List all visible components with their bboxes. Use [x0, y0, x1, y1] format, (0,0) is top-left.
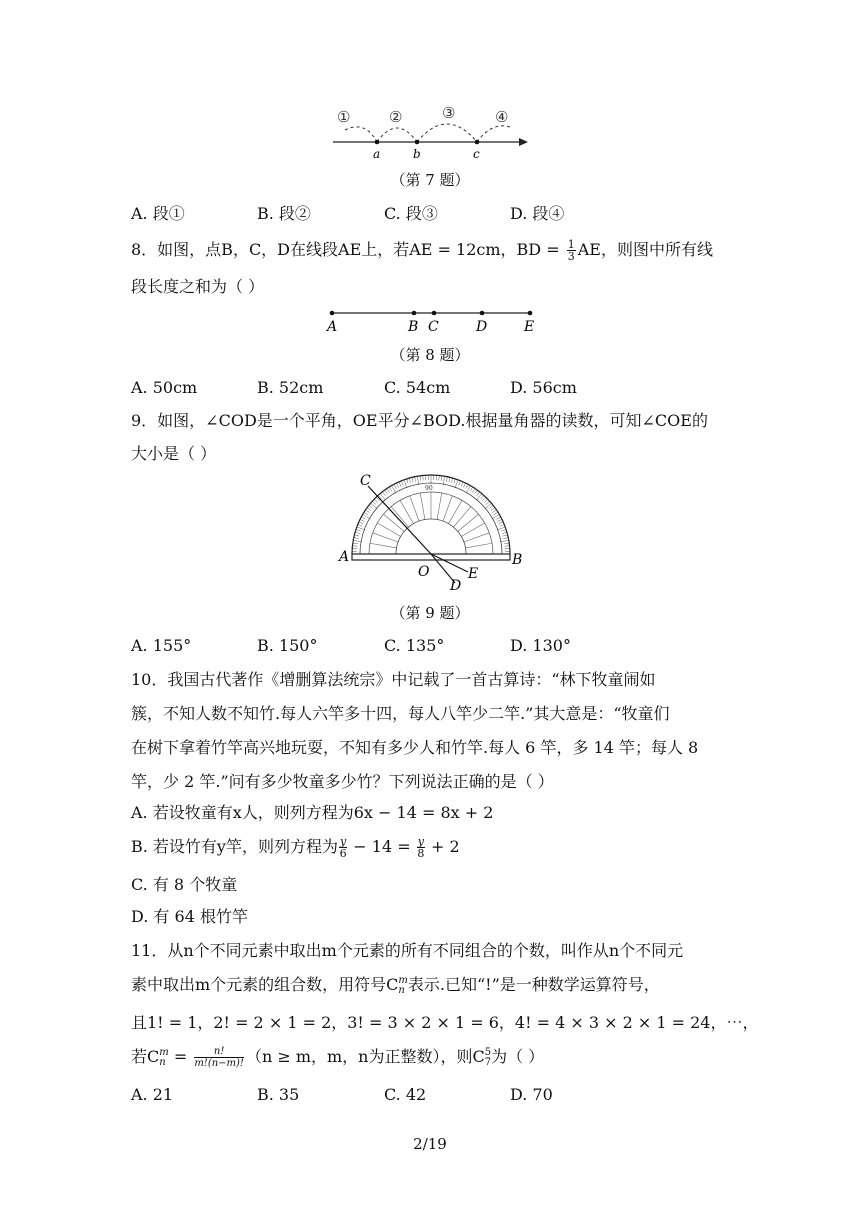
q9-option-b: B. 150°	[257, 636, 318, 655]
q10-option-b	[131, 836, 460, 859]
q11-line4-pre: 若C	[131, 1047, 160, 1066]
q10-optb-frac1-num: y	[339, 835, 347, 848]
q11-line4-num: n!	[194, 1046, 244, 1058]
q11-line4-mid: （n ≥ m，m，n为正整数），则C	[245, 1047, 485, 1066]
q8-option-a: A. 50cm	[131, 378, 198, 397]
q11-stem-line4	[131, 1046, 544, 1069]
q7-point-b: b	[413, 147, 421, 161]
q10-optb-frac2-num: y	[417, 835, 424, 848]
q11-option-b: B. 35	[257, 1085, 300, 1104]
q10-stem-line2: 簇，不知人数不知竹.每人六竿多十四，每人八竿少二竿.”其大意是：“牧童们	[131, 704, 670, 723]
q8-stem-line1	[131, 239, 713, 262]
q7-option-a: A. 段①	[131, 204, 185, 223]
q8-frac-num: 1	[567, 238, 575, 251]
q11-line4-sup: m	[159, 1046, 169, 1058]
q10-optb-text: B. 若设竹有y竿，则列方程为	[131, 837, 338, 856]
q9-option-c: C. 135°	[384, 636, 445, 655]
q10-stem-line1: 10．我国古代著作《增删算法统宗》中记载了一首古算诗：“林下牧童闹如	[131, 670, 656, 689]
q9-label-c: C	[360, 473, 371, 489]
q7-label-3: ③	[442, 104, 456, 122]
q8-frac-den: 3	[567, 250, 575, 263]
q8-caption: （第 8 题）	[390, 346, 470, 364]
q7-option-b: B. 段②	[257, 204, 311, 223]
q8-stem-text: 8．如图，点B，C，D在线段AE上，若AE = 12cm，BD =	[131, 240, 565, 259]
q10-option-d: D. 有 64 根竹竿	[131, 907, 248, 926]
q11-line2-supsub	[398, 976, 407, 996]
q9-label-e: E	[468, 566, 479, 582]
q11-option-a: A. 21	[131, 1085, 174, 1104]
q9-protractor-figure	[330, 470, 530, 595]
q7-option-c: C. 段③	[384, 204, 438, 223]
q9-scale-90: 90	[425, 485, 433, 492]
q10-optb-frac1	[339, 836, 347, 859]
q9-option-d: D. 130°	[510, 636, 571, 655]
q10-option-c: C. 有 8 个牧童	[131, 875, 238, 894]
q11-line2-text: 素中取出m个元素的组合数，用符号C	[131, 975, 399, 994]
q10-optb-post: + 2	[425, 837, 460, 856]
q10-stem-line4: 竿，少 2 竿.”问有多少牧童多少竹？下列说法正确的是（ ）	[131, 772, 554, 791]
q8-stem-line2: 段长度之和为（ ）	[131, 277, 265, 296]
q11-option-d: D. 70	[510, 1085, 553, 1104]
q10-stem-line3: 在树下拿着竹竿高兴地玩耍，不知有多少人和竹竿.每人 6 竿，多 14 竿；每人 8	[131, 738, 699, 757]
q7-caption: （第 7 题）	[390, 171, 470, 189]
q9-caption: （第 9 题）	[390, 604, 470, 622]
q9-label-d: D	[450, 578, 462, 594]
q9-label-o: O	[418, 564, 430, 580]
page-number: 2/19	[413, 1135, 447, 1153]
q7-option-d: D. 段④	[510, 204, 565, 223]
q11-line2-sub: n	[398, 984, 405, 996]
q8-fraction	[567, 239, 576, 262]
q7-point-c: c	[473, 147, 480, 161]
q8-figure	[322, 304, 542, 336]
q11-option-c: C. 42	[384, 1085, 427, 1104]
q7-label-2: ②	[389, 108, 403, 126]
q7-label-1: ①	[337, 108, 351, 126]
q9-label-a: A	[339, 549, 350, 565]
q10-optb-mid: − 14 =	[348, 837, 416, 856]
q7-point-a: a	[373, 147, 381, 161]
q11-line4-supsub	[159, 1048, 168, 1068]
q8-point-b: B	[408, 319, 419, 335]
q11-line2-sup: m	[398, 974, 408, 986]
q9-stem-line2: 大小是（ ）	[131, 444, 217, 463]
q11-stem-line1: 11．从n个不同元素中取出m个元素的所有不同组合的个数，叫作从n个不同元	[131, 941, 684, 960]
q8-point-e: E	[524, 319, 535, 335]
q7-label-4: ④	[495, 108, 509, 126]
q10-optb-frac2	[417, 836, 425, 859]
q8-point-a: A	[327, 319, 338, 335]
q10-option-a: A. 若设牧童有x人，则列方程为6x − 14 = 8x + 2	[131, 803, 494, 822]
q8-point-c: C	[428, 319, 439, 335]
q11-stem-line3: 且1! = 1，2! = 2 × 1 = 2，3! = 3 × 2 × 1 = 6，4! = 4 × 3 × 2 × 1 = 24，⋯，	[131, 1013, 759, 1032]
q8-option-c: C. 54cm	[384, 378, 451, 397]
q8-option-b: B. 52cm	[257, 378, 324, 397]
q11-line4-frac	[194, 1046, 244, 1069]
q11-line4-eq: =	[168, 1047, 193, 1066]
q8-option-d: D. 56cm	[510, 378, 577, 397]
q11-stem-line2	[131, 974, 660, 996]
q10-optb-frac1-den: 6	[339, 847, 347, 860]
q7-figure	[325, 100, 535, 162]
q8-stem-tail: AE，则图中所有线	[577, 240, 713, 259]
q11-line4-sub2: 7	[484, 1056, 492, 1068]
q8-point-d: D	[476, 319, 488, 335]
q11-line4-sub: n	[159, 1056, 166, 1068]
q11-line4-post: 为（ ）	[491, 1047, 545, 1066]
q11-line4-sup2: 5	[484, 1046, 492, 1058]
q11-line2-post: 表示.已知“!”是一种数学运算符号，	[407, 975, 660, 994]
q9-label-b: B	[512, 552, 523, 568]
q9-stem-line1: 9．如图，∠COD是一个平角，OE平分∠BOD.根据量角器的读数，可知∠COE的	[131, 411, 708, 430]
q9-option-a: A. 155°	[131, 636, 192, 655]
q11-line4-den: m!(n−m)!	[194, 1058, 244, 1069]
q10-optb-frac2-den: 8	[417, 847, 425, 860]
